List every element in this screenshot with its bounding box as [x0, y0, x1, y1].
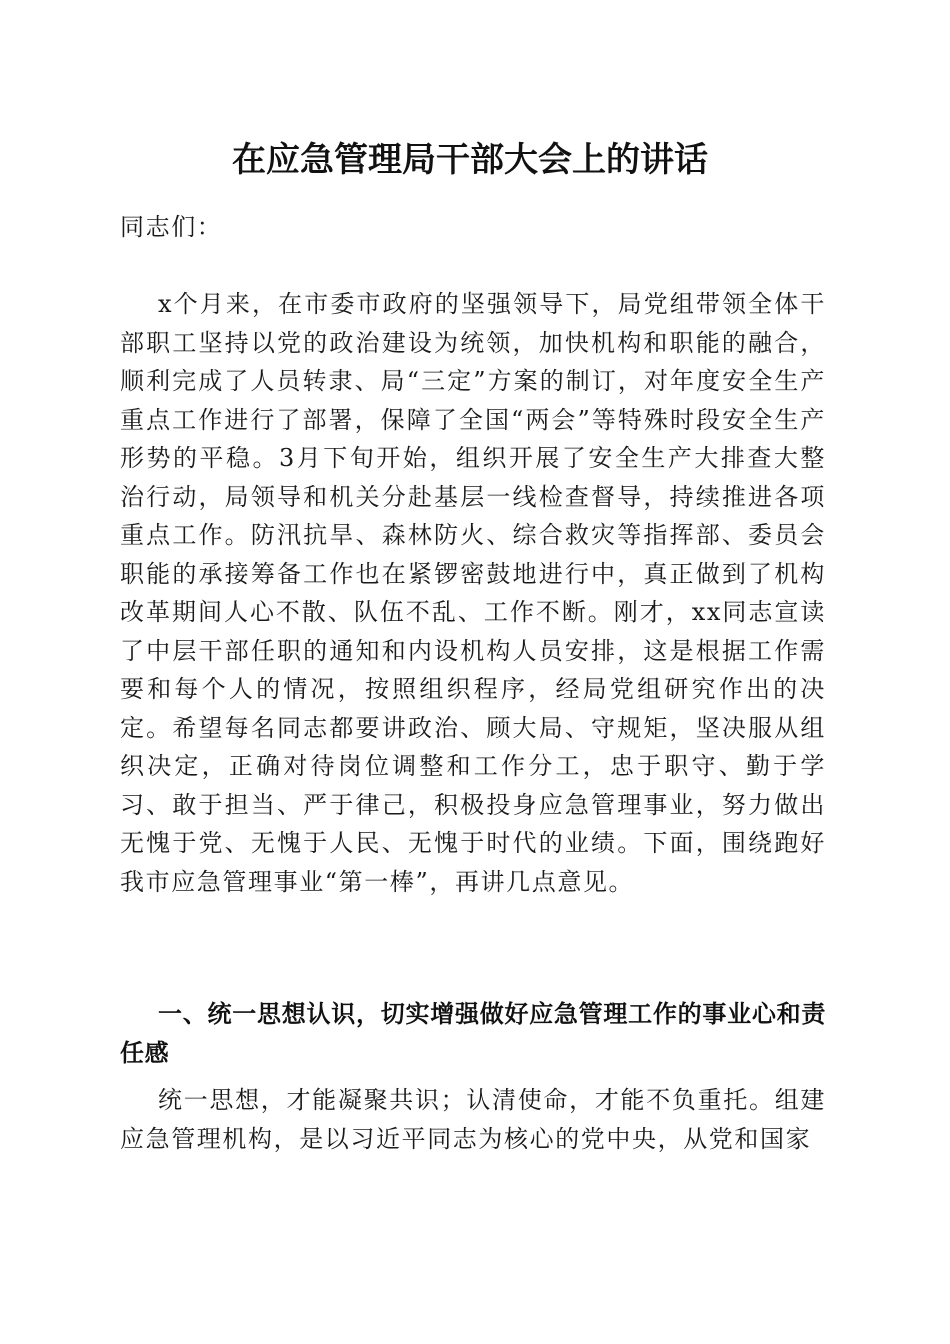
paragraph-opening: x个月来，在市委市政府的坚强领导下，局党组带领全体干部职工坚持以党的政治建设为统领，加快机构和职能的融合，顺利完成了人员转隶、局“三定”方案的制订，对年度安全生产重点工作进行了部署，保障了全国“两会”等特殊时段安全生产形势的平稳。3月下旬开始，组织开展了安全生产大排查大整治行动，局领导和机关分赴基层一线检查督导，持续推进各项重点工作。防汛抗旱、森林防火、综合救灾等指挥部、委员会职能的承接筹备工作也在紧锣密鼓地进行中，真正做到了机构改革期间人心不散、队伍不乱、工作不断。刚才，xx同志宣读了中层干部任职的通知和内设机构人员安排，这是根据工作需要和每个人的情况，按照组织程序，经局党组研究作出的决定。希望每名同志都要讲政治、顾大局、守规矩，坚决服从组织决定，正确对待岗位调整和工作分工，忠于职守、勤于学习、敢于担当、严于律己，积极投身应急管理事业，努力做出无愧于党、无愧于人民、无愧于时代的业绩。下面，围绕跑好我市应急管理事业“第一棒”，再讲几点意见。 — [120, 290, 826, 896]
salutation: 同志们： — [120, 213, 223, 241]
document-title: 在应急管理局干部大会上的讲话 — [232, 140, 708, 180]
paragraph-section-1: 统一思想，才能凝聚共识；认清使命，才能不负重托。组建应急管理机构，是以习近平同志为核心的党中央，从党和国家 — [120, 1086, 826, 1153]
section-heading-1: 一、统一思想认识，切实增强做好应急管理工作的事业心和责任感 — [120, 1000, 826, 1067]
